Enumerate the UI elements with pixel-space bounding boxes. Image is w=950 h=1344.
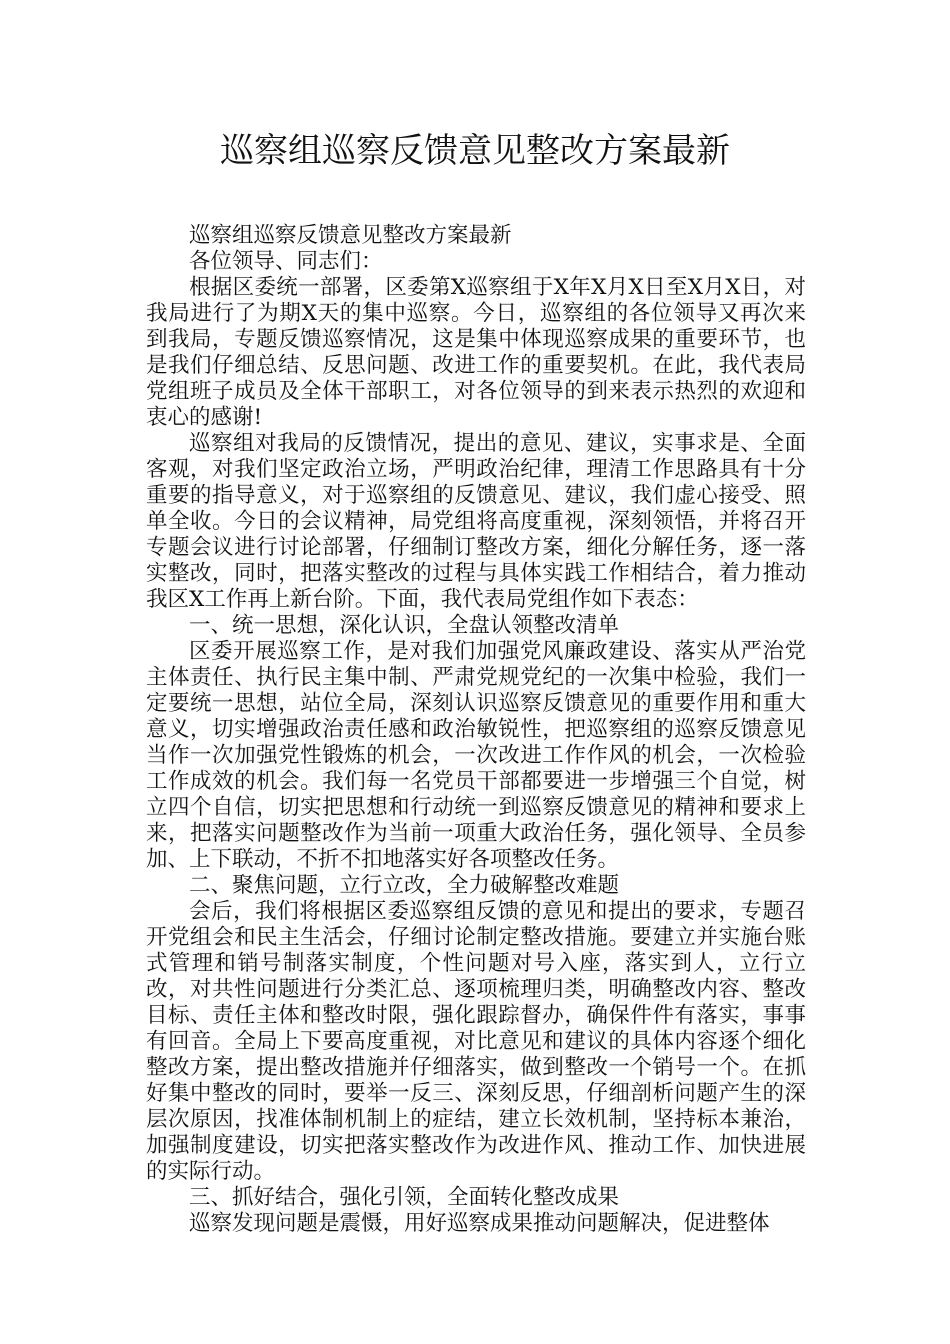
paragraph-response: 巡察组对我局的反馈情况，提出的意见、建议，实事求是、全面客观，对我们坚定政治立场，严明政治纪律，理清工作思路具有十分重要的指导意义，对于巡察组的反馈意见、建议，我们虚心接受、照单全收。今日的会议精神，局党组将高度重视，深刻领悟，并将召开专题会议进行讨论部署，仔细制订整改方案，细化分解任务，逐一落实整改，同时，把落实整改的过程与具体实践工作相结合，着力推动我区X工作再上新台阶。下面，我代表局党组作如下表态：	[146, 431, 806, 612]
paragraph-intro: 根据区委统一部署，区委第X巡察组于X年X月X日至X月X日，对我局进行了为期X天的集中巡察。今日，巡察组的各位领导又再次来到我局，专题反馈巡察情况，这是集中体现巡察成果的重要环节，也是我们仔细总结、反思问题、改进工作的重要契机。在此，我代表局党组班子成员及全体干部职工，对各位领导的到来表示热烈的欢迎和衷心的感谢!	[146, 275, 806, 430]
paragraph-section-2: 会后，我们将根据区委巡察组反馈的意见和提出的要求，专题召开党组会和民主生活会，仔细讨论制定整改措施。要建立并实施台账式管理和销号制落实制度，个性问题对号入座，落实到人，立行立改，对共性问题进行分类汇总、逐项梳理归类，明确整改内容、整改目标、责任主体和整改时限，强化跟踪督办，确保件件有落实，事事有回音。全局上下要高度重视，对比意见和建议的具体内容逐个细化整改方案，提出整改措施并仔细落实，做到整改一个销号一个。在抓好集中整改的同时，要举一反三、深刻反思，仔细剖析问题产生的深层次原因，找准体制机制上的症结，建立长效机制，坚持标本兼治，加强制度建设，切实把落实整改作为改进作风、推动工作、加快进展的实际行动。	[146, 899, 806, 1184]
document-title: 巡察组巡察反馈意见整改方案最新	[220, 131, 730, 171]
paragraph-section-1: 区委开展巡察工作，是对我们加强党风廉政建设、落实从严治党主体责任、执行民主集中制、严肃党规党纪的一次集中检验，我们一定要统一思想，站位全局，深刻认识巡察反馈意见的重要作用和重大意义，切实增强政治责任感和政治敏锐性，把巡察组的巡察反馈意见当作一次加强党性锻炼的机会，一次改进工作作风的机会，一次检验工作成效的机会。我们每一名党员干部都要进一步增强三个自觉，树立四个自信，切实把思想和行动统一到巡察反馈意见的精神和要求上来，把落实问题整改作为当前一项重大政治任务，强化领导、全员参加、上下联动，不折不扣地落实好各项整改任务。	[146, 639, 806, 872]
section-heading-2: 二、聚焦问题，立行立改，全力破解整改难题	[189, 873, 620, 898]
section-heading-1: 一、统一思想，深化认识，全盘认领整改清单	[189, 613, 620, 638]
document-body	[146, 223, 806, 1237]
paragraph-section-3: 巡察发现问题是震慑，用好巡察成果推动问题解决，促进整体	[189, 1211, 770, 1236]
paragraph-subtitle: 巡察组巡察反馈意见整改方案最新	[189, 223, 512, 248]
paragraph-salutation: 各位领导、同志们：	[189, 249, 383, 274]
section-heading-3: 三、抓好结合，强化引领，全面转化整改成果	[189, 1185, 620, 1210]
